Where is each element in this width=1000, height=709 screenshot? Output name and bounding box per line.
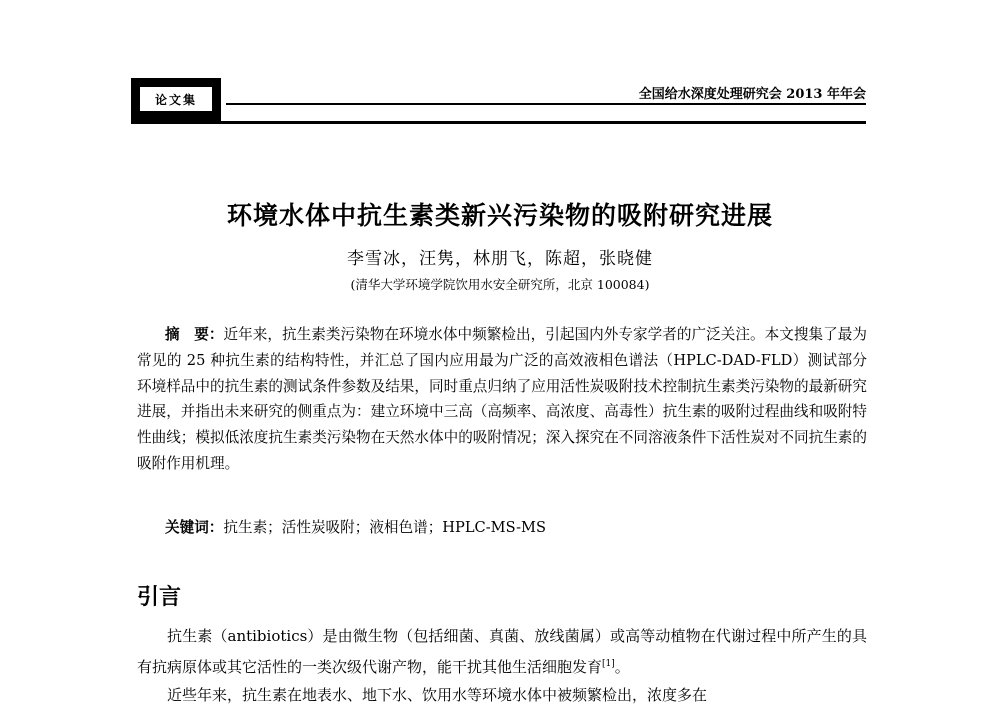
citation-ref: [1] [602,659,615,669]
paragraph-text: 抗生素（antibiotics）是由微生物（包括细菌、真菌、放线菌属）或高等动植物在代谢过程中所产生的具有抗病原体或其它活性的一类次级代谢产物，能干扰其他生活细胞发育 [137,627,867,676]
header-rule-bottom [131,121,866,124]
paragraph [137,681,867,709]
article-title: 环境水体中抗生素类新兴污染物的吸附研究进展 [226,201,773,230]
author-list: 李雪冰，汪隽，林朋飞，陈超，张晓健 [347,249,653,269]
section-heading: 引言 [137,585,182,610]
keywords-text: 抗生素；活性炭吸附；液相色谱；HPLC-MS-MS [223,519,546,536]
abstract-text: 近年来，抗生素类污染物在环境水体中频繁检出，引起国内外专家学者的广泛关注。本文搜集了最为常见的 25 种抗生素的结构特性，并汇总了国内应用最为广泛的高效液相色谱法（HPLC-DAD-FLD）测试部分环境样品中的抗生素的测试条件参数及结果，同时重点归纳了应用活性炭吸附技术控制抗生素类污染物的最新研究进展，并指出未来研究的侧重点为：建立环境中三高（高频率、高浓度、高毒性）抗生素的吸附过程曲线和吸附特性曲线；模拟低浓度抗生素类污染物在天然水体中的吸附情况；深入探究在不同溶液条件下活性炭对不同抗生素的吸附作用机理。 [137,326,867,472]
keywords-label: 关键词： [165,519,224,536]
paragraph-end: 。 [614,658,630,676]
abstract [137,322,867,477]
body-text [137,622,867,709]
keywords [165,516,546,537]
affiliation: (清华大学环境学院饮用水安全研究所，北京 100084) [350,277,650,292]
paragraph [137,622,867,681]
header-rule-top [226,103,866,105]
abstract-label: 摘 要： [165,326,224,343]
journal-name: 全国给水深度处理研究会 2013 年年会 [638,87,866,102]
badge-label: 论文集 [138,85,214,113]
paragraph-text: 近些年来，抗生素在地表水、地下水、饮用水等环境水体中被频繁检出，浓度多在 [167,686,708,704]
section-badge [131,78,221,124]
